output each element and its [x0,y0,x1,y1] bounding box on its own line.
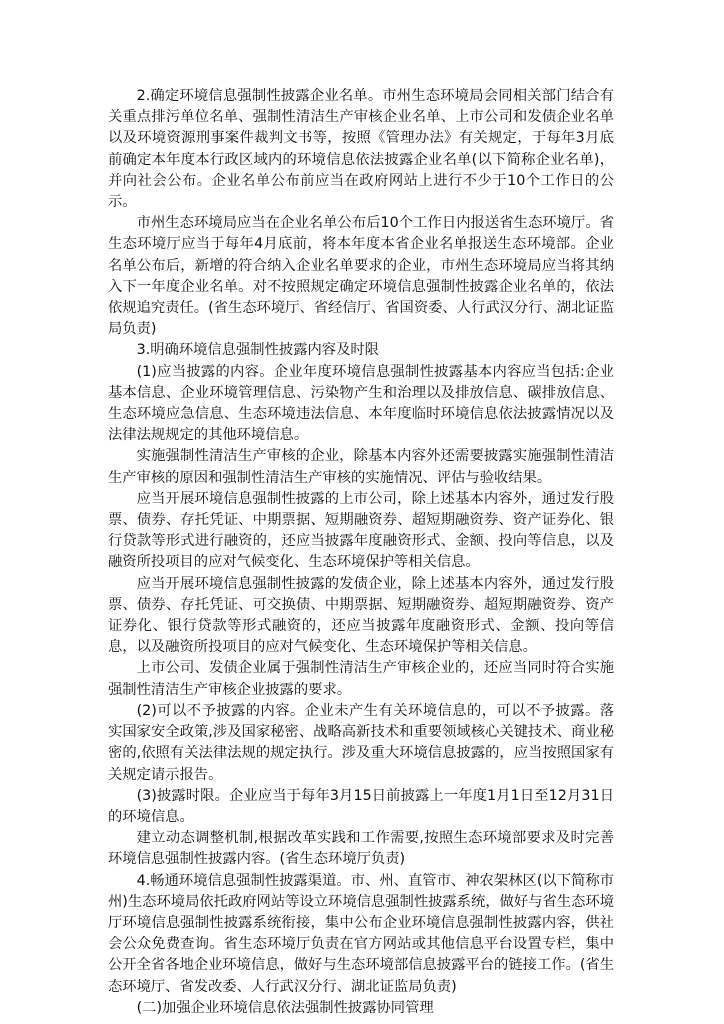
paragraph-list-reporting: 市州生态环境局应当在企业名单公布后10个工作日内报送省生态环境厅。省生态环境厅应当于每年4月底前，将本年度本省企业名单报送生态环境部。企业名单公布后，新增的符合纳入企业名单要求的企业，市州生态环境局应当将其纳入下一年度企业名单。对不按照规定确定环境信息强制性披露企业名单的，依法依规追究责任。(省生态环境厅、省经信厅、省国资委、人行武汉分行、湖北证监局负责) [108,215,614,338]
paragraph-dynamic-adjustment: 建立动态调整机制,根据改革实践和工作需要,按照生态环境部要求及时完善环境信息强制性披露内容。(省生态环境厅负责) [108,830,614,868]
paragraph-clean-production: 实施强制性清洁生产审核的企业，除基本内容外还需要披露实施强制性清洁生产审核的原因和强制性清洁生产审核的实施情况、评估与验收结果。 [108,448,614,486]
paragraph-disclosure-channels: 4.畅通环境信息强制性披露渠道。市、州、直管市、神农架林区(以下简称市州)生态环境局依托政府网站等设立环境信息强制性披露系统，做好与省生态环境厅环境信息强制性披露系统衔接，集中公布企业环境信息强制性披露内容，供社会公众免费查询。省生态环境厅负责在官方网站或其他信息平台设置专栏，集中公开全省各地企业环境信息，做好与生态环境部信息披露平台的链接工作。(省生态环境厅、省发改委、人行武汉分行、湖北证监局负责) [108,872,614,995]
paragraph-required-content: (1)应当披露的内容。企业年度环境信息强制性披露基本内容应当包括:企业基本信息、企业环境管理信息、污染物产生和治理以及排放信息、碳排放信息、生态环境应急信息、生态环境违法信息、本年度临时环境信息依法披露情况以及法律法规规定的其他环境信息。 [108,363,614,444]
paragraph-listed-companies: 应当开展环境信息强制性披露的上市公司，除上述基本内容外，通过发行股票、债券、存托凭证、中期票据、短期融资券、超短期融资券、资产证券化、银行贷款等形式进行融资的，还应当披露年度融资形式、金额、投向等信息，以及融资所投项目的应对气候变化、生态环境保护等相关信息。 [108,490,614,571]
paragraph-disclosure-deadline: (3)披露时限。企业应当于每年3月15日前披露上一年度1月1日至12月31日的环境信息。 [108,787,614,825]
paragraph-exempt-content: (2)可以不予披露的内容。企业未产生有关环境信息的，可以不予披露。落实国家安全政策,涉及国家秘密、战略高新技术和重要领域核心关键技术、商业秘密的,依照有关法律法规的规定执行。涉及重大环境信息披露的，应当按照国家有关规定请示报告。 [108,702,614,783]
paragraph-bond-issuers: 应当开展环境信息强制性披露的发债企业，除上述基本内容外，通过发行股票、债券、存托凭证、可交换债、中期票据、短期融资券、超短期融资券、资产证券化、银行贷款等形式融资的，还应当披露年度融资形式、金额、投向等信息，以及融资所投项目的应对气候变化、生态环境保护等相关信息。 [108,575,614,656]
section-heading-content-timing: 3.明确环境信息强制性披露内容及时限 [136,342,379,359]
paragraph-combined-requirements: 上市公司、发债企业属于强制性清洁生产审核企业的，还应当同时符合实施强制性清洁生产审核企业披露的要求。 [108,660,614,698]
paragraph-determine-list: 2.确定环境信息强制性披露企业名单。市州生态环境局会同相关部门结合有关重点排污单位名单、强制性清洁生产审核企业名单、上市公司和发债企业名单以及环境资源刑事案件裁判文书等，按照《管理办法》有关规定，于每年3月底前确定本年度本行政区域内的环境信息依法披露企业名单(以下简称企业名单)，并向社会公布。企业名单公布前应当在政府网站上进行不少于10个工作日的公示。 [108,88,614,211]
document-body [108,86,614,1019]
section-heading-collaborative-management: (二)加强企业环境信息依法强制性披露协同管理 [136,999,434,1016]
